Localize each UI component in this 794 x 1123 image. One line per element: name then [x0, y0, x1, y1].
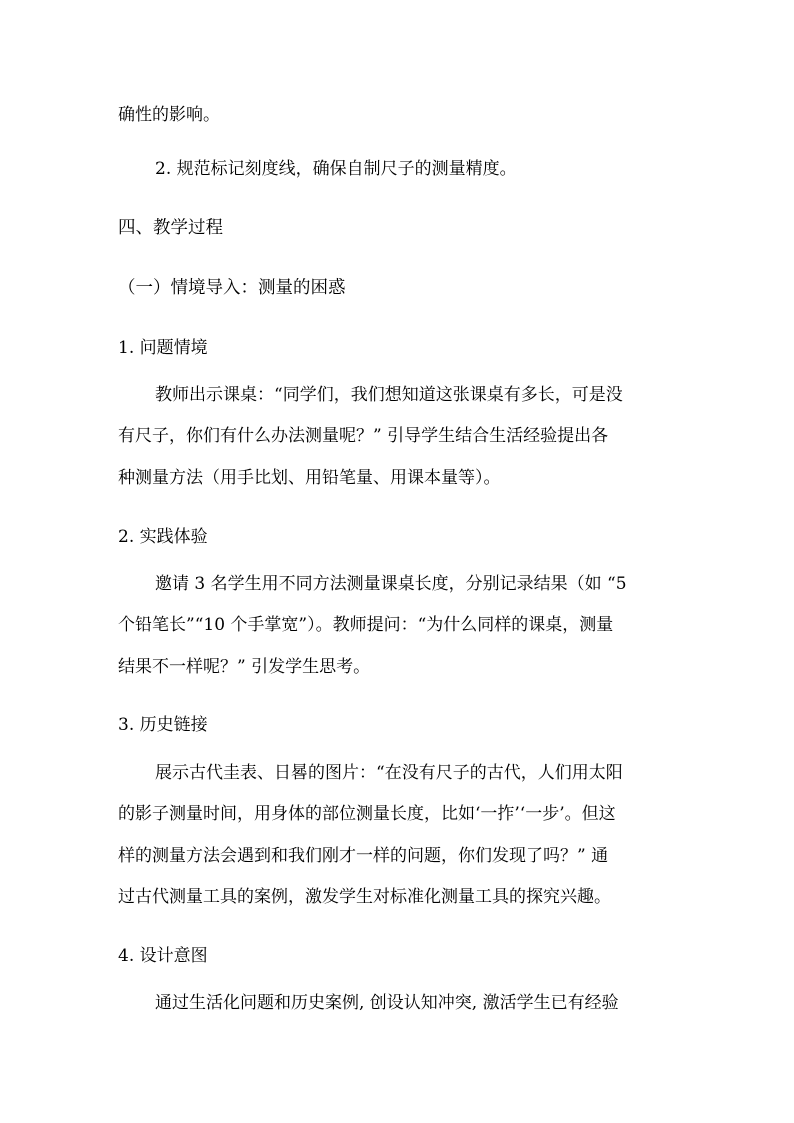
- paragraph-line: 的影子测量时间，用身体的部位测量长度，比如‘一拃’‘一步’。但这: [118, 804, 616, 824]
- item-heading-problem-situation: 1. 问题情境: [118, 338, 208, 358]
- paragraph-line: 样的测量方法会遇到和我们刚才一样的问题，你们发现了吗？” 通: [118, 846, 609, 866]
- subsection-heading-situation-intro: （一）情境导入：测量的困惑: [118, 278, 346, 298]
- paragraph-line: 教师出示课桌：“同学们，我们想知道这张课桌有多长，可是没: [155, 385, 623, 405]
- paragraph-line: 结果不一样呢？” 引发学生思考。: [118, 657, 371, 677]
- item-heading-practice: 2. 实践体验: [118, 527, 208, 547]
- list-item-2-ruler-marking: 2. 规范标记刻度线，确保自制尺子的测量精度。: [155, 159, 517, 179]
- section-heading-teaching-process: 四、教学过程: [118, 218, 223, 238]
- paragraph-line: 邀请 3 名学生用不同方法测量课桌长度，分别记录结果（如 “5: [155, 574, 627, 594]
- paragraph-continuation: 确性的影响。: [118, 105, 220, 125]
- item-heading-design-intent: 4. 设计意图: [118, 946, 208, 966]
- paragraph-line: 通过生活化问题和历史案例, 创设认知冲突, 激活学生已有经验: [155, 993, 619, 1013]
- item-heading-history-link: 3. 历史链接: [118, 715, 208, 735]
- paragraph-line: 过古代测量工具的案例，激发学生对标准化测量工具的探究兴趣。: [118, 887, 611, 907]
- paragraph-line: 展示古代圭表、日晷的图片：“在没有尺子的古代，人们用太阳: [155, 763, 623, 783]
- paragraph-line: 个铅笔长”“10 个手掌宽”）。教师提问：“为什么同样的课桌，测量: [118, 615, 614, 635]
- paragraph-line: 有尺子，你们有什么办法测量呢？” 引导学生结合生活经验提出各: [118, 426, 609, 446]
- paragraph-line: 种测量方法（用手比划、用铅笔量、用课本量等）。: [118, 468, 501, 488]
